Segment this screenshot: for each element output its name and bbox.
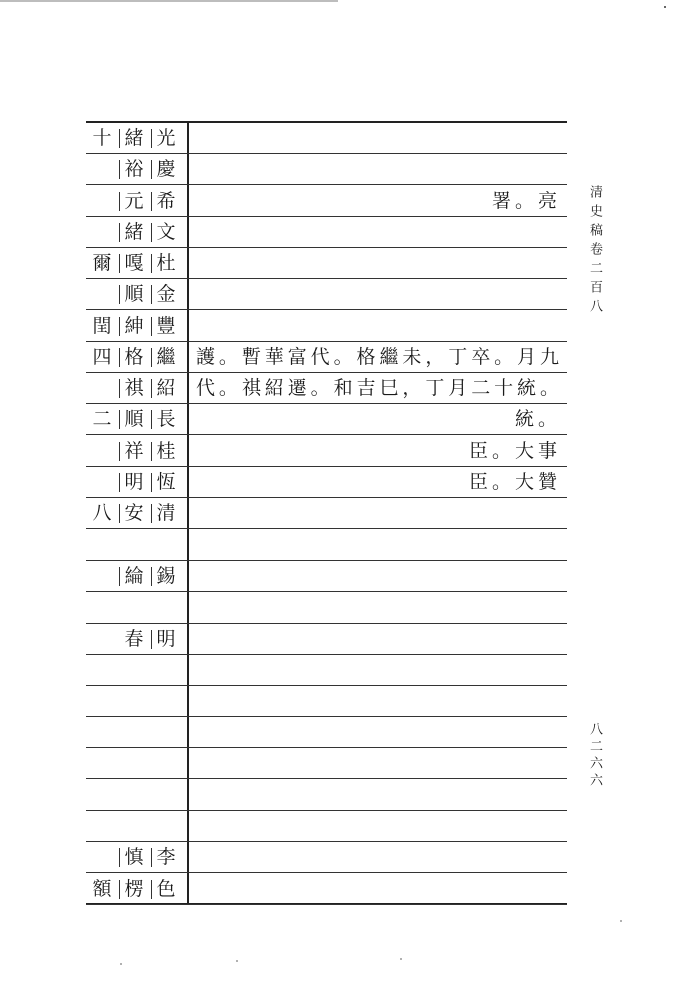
record-text-cell	[196, 530, 561, 560]
name-char: 緒	[124, 127, 144, 149]
official-name-cell	[86, 842, 187, 872]
name-bar	[151, 880, 152, 899]
official-table	[86, 121, 567, 905]
record-text-cell: 臣。大贊	[468, 471, 561, 493]
page-number: 八二六六	[587, 722, 602, 790]
name-bar	[151, 192, 152, 211]
table-row	[86, 154, 567, 185]
record-text-cell	[196, 123, 561, 153]
record-text-cell: 代。祺紹遷。和吉巳，丁月二十統。	[196, 377, 561, 399]
table-row	[86, 780, 567, 811]
table-row	[86, 217, 567, 248]
official-name-cell	[86, 498, 187, 528]
table-row	[86, 467, 567, 498]
official-name-cell	[86, 373, 187, 403]
name-bar	[151, 630, 152, 649]
name-bar	[151, 473, 152, 492]
scan-speck	[120, 963, 122, 965]
official-name-cell	[86, 530, 187, 560]
table-row	[86, 748, 567, 779]
official-name-cell	[86, 248, 187, 278]
name-bar	[151, 129, 152, 148]
running-title: 清史稿卷二百八	[587, 185, 602, 318]
name-char: 順	[124, 408, 144, 430]
name-bar	[119, 410, 120, 429]
scan-speck	[620, 920, 622, 922]
official-name-cell	[86, 154, 187, 184]
name-char: 長	[156, 408, 176, 430]
official-name-cell	[86, 436, 187, 466]
table-row	[86, 530, 567, 561]
official-name-cell	[86, 624, 187, 654]
name-char: 格	[124, 346, 144, 368]
name-char: 嘎	[124, 252, 144, 274]
scan-speck	[400, 958, 402, 960]
record-text-cell	[196, 717, 561, 747]
table-row	[86, 248, 567, 279]
table-row	[86, 342, 567, 373]
name-char: 清	[156, 502, 176, 524]
table-row	[86, 561, 567, 592]
name-char: 文	[156, 221, 176, 243]
name-bar	[151, 567, 152, 586]
name-char: 爾	[92, 252, 112, 274]
table-row	[86, 655, 567, 686]
name-bar	[119, 442, 120, 461]
name-char: 祥	[124, 440, 144, 462]
name-char: 希	[156, 190, 176, 212]
table-row	[86, 279, 567, 310]
name-char: 錫	[156, 565, 176, 587]
name-bar	[151, 254, 152, 273]
name-char: 春	[124, 628, 144, 650]
name-char: 楞	[124, 878, 144, 900]
official-name-cell	[86, 780, 187, 810]
name-char: 十	[92, 127, 112, 149]
table-row	[86, 624, 567, 655]
name-char: 杜	[156, 252, 176, 274]
record-text-cell: 護。暫華富代。格繼未，丁卒。月九	[196, 346, 561, 368]
table-row	[86, 874, 567, 905]
table-row	[86, 686, 567, 717]
name-bar	[151, 442, 152, 461]
record-text-cell	[196, 655, 561, 685]
record-text-cell	[196, 780, 561, 810]
scan-speck	[664, 6, 666, 8]
name-char: 裕	[124, 158, 144, 180]
name-char: 順	[124, 283, 144, 305]
name-bar	[119, 254, 120, 273]
table-row	[86, 717, 567, 748]
name-bar	[151, 285, 152, 304]
table-row	[86, 593, 567, 624]
name-bar	[151, 317, 152, 336]
official-name-cell	[86, 186, 187, 216]
record-text-cell	[196, 624, 561, 654]
table-row	[86, 311, 567, 342]
scan-speck	[236, 960, 238, 962]
name-char: 緒	[124, 221, 144, 243]
name-char: 桂	[156, 440, 176, 462]
name-bar	[151, 410, 152, 429]
name-bar	[151, 160, 152, 179]
official-name-cell	[86, 311, 187, 341]
official-name-cell	[86, 467, 187, 497]
record-text-cell	[196, 498, 561, 528]
name-char: 慶	[156, 158, 176, 180]
table-row	[86, 436, 567, 467]
name-bar	[119, 848, 120, 867]
name-bar	[119, 192, 120, 211]
record-text-cell	[196, 248, 561, 278]
official-name-cell	[86, 655, 187, 685]
name-char: 額	[92, 878, 112, 900]
name-char: 閏	[92, 315, 112, 337]
record-text-cell	[196, 279, 561, 309]
official-name-cell	[86, 686, 187, 716]
name-bar	[119, 473, 120, 492]
name-bar	[119, 317, 120, 336]
name-char: 繼	[156, 346, 176, 368]
name-bar	[119, 160, 120, 179]
record-text-cell	[196, 593, 561, 623]
official-name-cell	[86, 874, 187, 904]
official-name-cell	[86, 279, 187, 309]
record-text-cell: 臣。大事	[468, 440, 561, 462]
record-text-cell	[196, 748, 561, 778]
official-name-cell	[86, 717, 187, 747]
name-bar	[119, 880, 120, 899]
name-char: 李	[156, 846, 176, 868]
name-bar	[119, 504, 120, 523]
official-name-cell	[86, 217, 187, 247]
name-char: 八	[92, 502, 112, 524]
table-row	[86, 123, 567, 154]
name-bar	[151, 379, 152, 398]
record-text-cell	[196, 686, 561, 716]
name-char: 安	[124, 502, 144, 524]
name-bar	[151, 848, 152, 867]
name-char: 明	[156, 628, 176, 650]
name-char: 色	[156, 878, 176, 900]
name-bar	[119, 129, 120, 148]
record-text-cell	[196, 874, 561, 904]
name-char: 慎	[124, 846, 144, 868]
name-bar	[119, 223, 120, 242]
name-char: 豐	[156, 315, 176, 337]
name-char: 紹	[156, 377, 176, 399]
name-char: 金	[156, 283, 176, 305]
official-name-cell	[86, 748, 187, 778]
table-row	[86, 404, 567, 435]
name-char: 祺	[124, 377, 144, 399]
record-text-cell	[196, 561, 561, 591]
table-row	[86, 498, 567, 529]
table-row	[86, 186, 567, 217]
name-char: 二	[92, 408, 112, 430]
name-char: 四	[92, 346, 112, 368]
name-bar	[151, 223, 152, 242]
name-bar	[119, 285, 120, 304]
table-row	[86, 811, 567, 842]
name-char: 明	[124, 471, 144, 493]
official-name-cell	[86, 342, 187, 372]
record-text-cell: 統。	[514, 408, 561, 430]
name-bar	[119, 348, 120, 367]
table-row	[86, 373, 567, 404]
record-text-cell	[196, 154, 561, 184]
record-text-cell: 署。亮	[491, 190, 561, 212]
record-text-cell	[196, 311, 561, 341]
name-char: 光	[156, 127, 176, 149]
record-text-cell	[196, 842, 561, 872]
official-name-cell	[86, 404, 187, 434]
name-bar	[151, 348, 152, 367]
name-bar	[151, 504, 152, 523]
table-row	[86, 842, 567, 873]
official-name-cell	[86, 561, 187, 591]
name-char: 綸	[124, 565, 144, 587]
top-rule	[0, 0, 338, 2]
official-name-cell	[86, 123, 187, 153]
name-char: 紳	[124, 315, 144, 337]
record-text-cell	[196, 811, 561, 841]
name-char: 恆	[156, 471, 176, 493]
name-char: 元	[124, 190, 144, 212]
record-text-cell	[196, 217, 561, 247]
official-name-cell	[86, 811, 187, 841]
name-bar	[119, 567, 120, 586]
name-bar	[119, 379, 120, 398]
official-name-cell	[86, 593, 187, 623]
